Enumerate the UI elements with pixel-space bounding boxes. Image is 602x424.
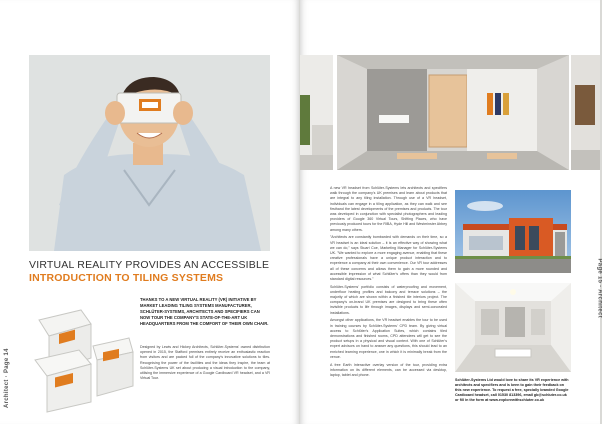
- headquarters-building-photo: [455, 190, 571, 273]
- article-title-line1: VIRTUAL REALITY PROVIDES AN ACCESSIBLE: [29, 259, 270, 271]
- hero-vr-photo: [29, 55, 270, 251]
- vr-boxes-photo: [29, 302, 137, 414]
- showroom-thumb-left: [300, 55, 333, 170]
- body-right-paragraph: Amongst other applications, the VR headset enables the tour to be used in training courses by Schlüter-Systems' CPD team. By giving virtual access to Schlüter's Application Suites, which contains tiled demonstrations and finished rooms, CPD attendees will get to see the product setups in a physical and visual context. With one of Schlüter's expert advisors on hand to answer any questions, this should lead to an enriched learning experience, one in which it is minimally break from the venue.: [330, 318, 447, 359]
- body-right-paragraph: A new VR headset from Schlüter-Systems lets architects and specifiers walk through the company's UK premises and learn about products that are integral to any tiling installation. Through use of a VR headset, individuals can engage in a tiling application, as they can walk and see firsthand the latest developments of the premises and products. The tour was developed in conjunction with specialist photographers and leading providers of Google 360 Virtual Tours, Shifting Places, who have previously produced tours for the RIBA, Hyde Hill and Westminster Abbey among many others.: [330, 186, 447, 232]
- photo-caption: Schlüter-Systems Ltd would love to share its VR experience with architects and specifiers and is keen to gain their feedback on this new experience. To request a free, specially branded Google Cardboard headset, call 01530 813396, email gb@schluter.co.uk or fill in the form at www.explorewithschluter.co.uk: [455, 378, 569, 402]
- article-body-right: [330, 186, 447, 381]
- showroom-bath-photo: [337, 55, 569, 170]
- showroom-thumb-right: [571, 55, 600, 170]
- showroom-hall-photo: [455, 283, 571, 372]
- body-right-paragraph: A free Earth Interactive overlay version of the tour, providing extra information on its different elements, can be accessed via desktop, laptop, tablet and phone.: [330, 362, 447, 377]
- article-lead: THANKS TO A NEW VIRTUAL REALITY (VR) INITIATIVE BY MARKET LEADING TILING SYSTEMS MANUFACTURER, SCHLÜTER-SYSTEMS, ARCHITECTS AND SPECIFIERS CAN NOW TOUR THE COMPANY'S STATE-OF-THE-ART UK HEADQUARTERS FROM THE COMFORT OF THEIR OWN CHAIR.: [140, 297, 269, 327]
- right-page-side-label: Page 15 · Architect: [596, 258, 602, 318]
- article-title-line2: INTRODUCTION TO TILING SYSTEMS: [29, 272, 224, 284]
- article-body-left: Designed by Lewis and Hickey Architects, Schlüter-Systems' owned distribution opened in 2015, the Stafford premises entirely receive an enthusiastic reaction from visitors and are packed full of the company's innovative solutions to tiles. Recognising the power of the facilities and the ideas they inspire, the team at Schlüter-Systems UK set about producing a visual introduction to the company, utilising the immersive experience of a Google Cardboard VR headset, and a VR Virtual Tour.: [140, 345, 270, 381]
- body-right-paragraph: Schlüter-Systems' portfolio consists of waterproofing and movement, underfloor heating profiles and balcony and terrace solutions – the majority of which are shown within a finished tile interiors project. The company's on-brand UK premises are designed to bring these often invisible products to life through images, displays and semi-concealed installations.: [330, 284, 447, 315]
- body-right-paragraph: "Architects are constantly bombarded with demands on their time, so a VR headset is an ideal solution – it is an effective way of showing what we can do," says Stuart Coe, Marketing Manager for Schlüter-Systems UK. "We wanted to explore a more engaging avenue, enabling that these creative professionals have a unique product interaction and to experience a company at their own convenience. Our VR tour addresses all of these concerns and allows them to gain a more rounded and accessible impression of what Schlüter's offers than they would from standard digital resources.": [330, 235, 447, 281]
- left-page-side-label: Architect · Page 14: [4, 348, 10, 408]
- left-page: [0, 0, 299, 424]
